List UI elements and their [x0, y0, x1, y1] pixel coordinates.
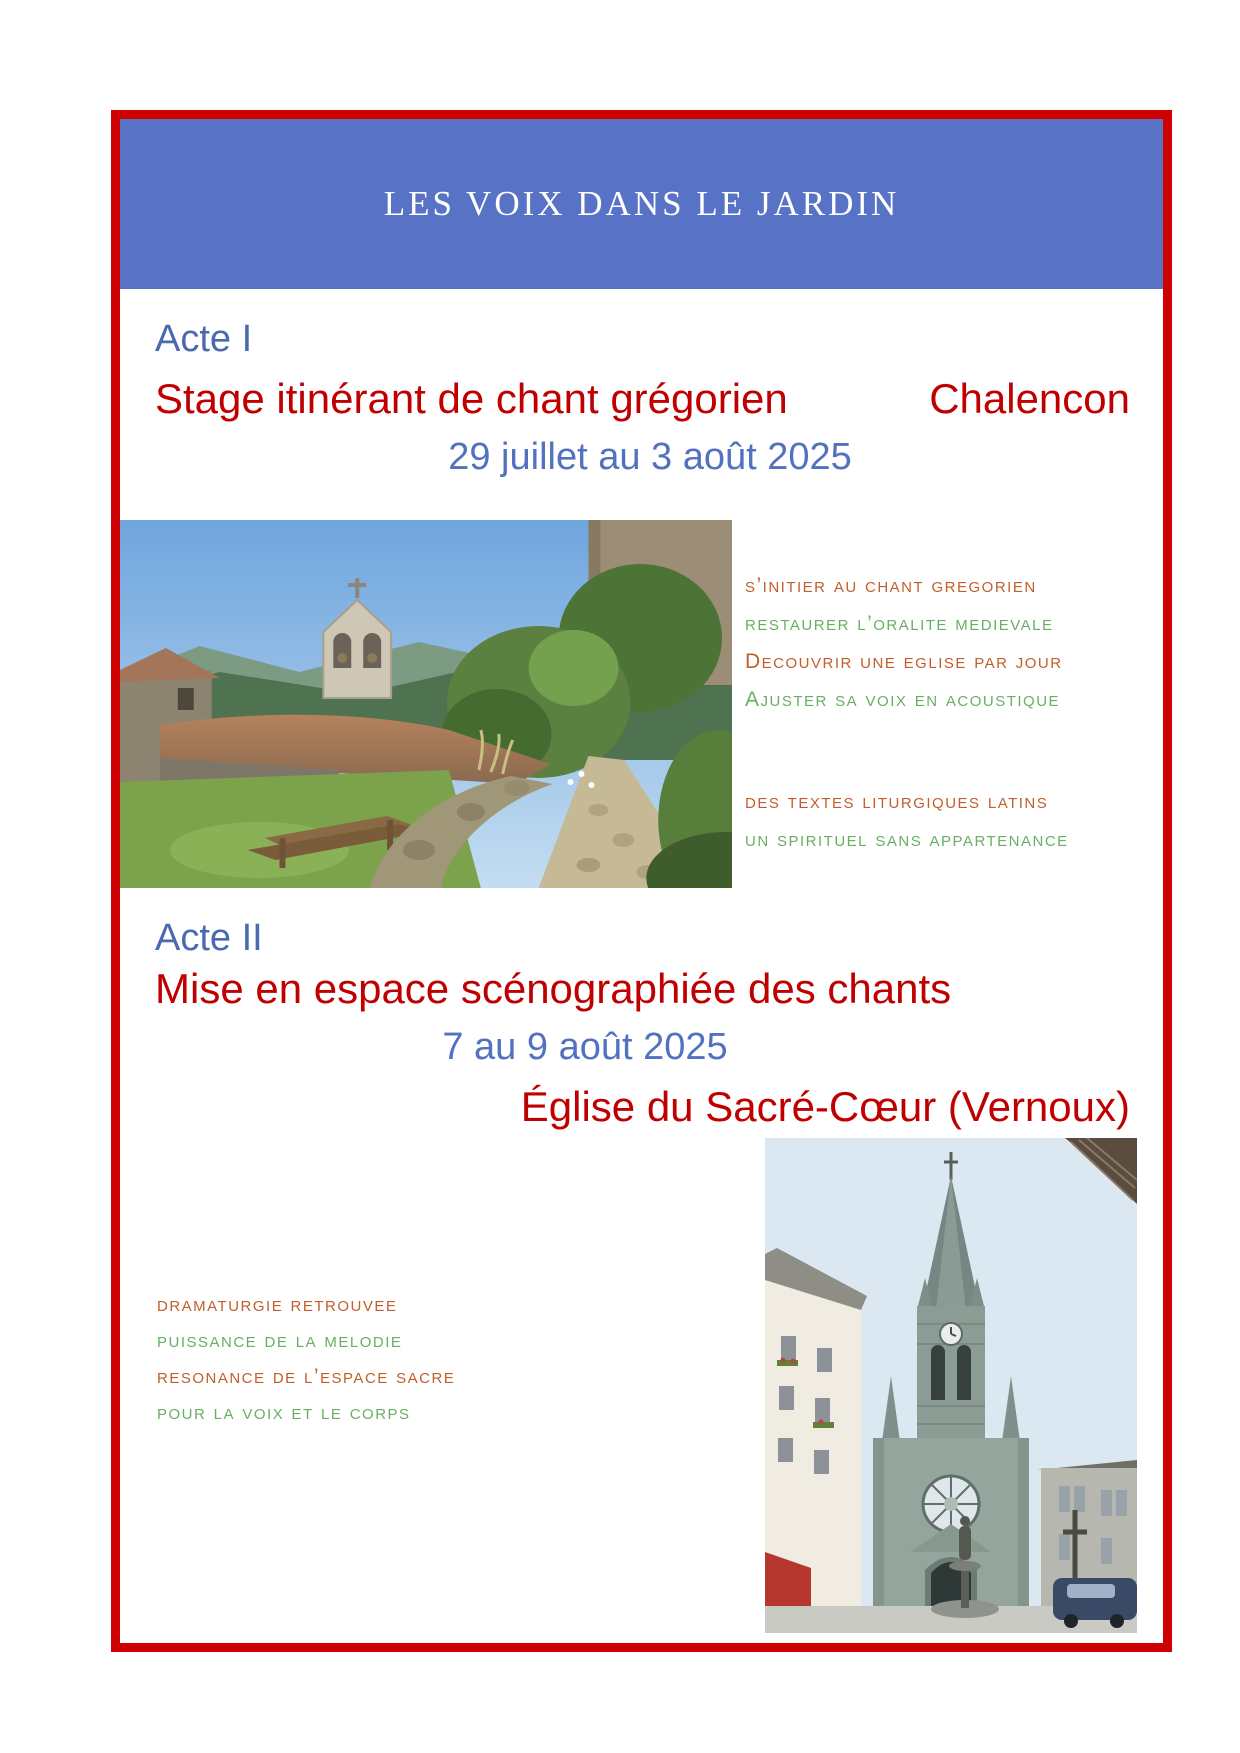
- workshop-note: des textes liturgiques latins: [745, 790, 1049, 813]
- performance-point: resonance de l’espace sacre: [157, 1365, 456, 1388]
- acte2-points: [157, 1287, 455, 1431]
- acte2-heading: Acte II: [155, 917, 263, 959]
- acte1-dates: 29 juillet au 3 août 2025: [448, 436, 852, 478]
- performance-point: dramaturgie retrouvee: [157, 1293, 398, 1316]
- acte1-headline-row: [155, 375, 1130, 423]
- acte1-notes: [745, 783, 1069, 859]
- workshop-note: un spirituel sans appartenance: [745, 828, 1069, 851]
- acte1-points: [745, 567, 1063, 719]
- red-border-frame: [111, 110, 1172, 1652]
- workshop-point: s’initier au chant gregorien: [745, 574, 1037, 597]
- performance-point: pour la voix et le corps: [157, 1401, 411, 1424]
- acte1-location: Chalencon: [929, 375, 1130, 422]
- title-banner: [120, 119, 1163, 289]
- acte1-heading: Acte I: [155, 318, 253, 360]
- village-photo: [120, 520, 732, 888]
- performance-point: puissance de la melodie: [157, 1329, 403, 1352]
- village-photo-graphic: [120, 520, 732, 888]
- church-photo-graphic: [765, 1138, 1137, 1633]
- acte2-headline: Mise en espace scénographiée des chants: [155, 965, 952, 1012]
- acte2-venue: Église du Sacré-Cœur (Vernoux): [520, 1083, 1130, 1130]
- workshop-point: Ajuster sa voix en acoustique: [745, 688, 1061, 711]
- church-photo: [765, 1138, 1137, 1633]
- page-title: LES VOIX DANS LE JARDIN: [383, 184, 900, 223]
- acte1-headline: Stage itinérant de chant grégorien: [155, 375, 788, 422]
- workshop-point: restaurer l’oralite medievale: [745, 612, 1054, 635]
- workshop-point: Decouvrir une eglise par jour: [745, 650, 1063, 673]
- acte2-dates: 7 au 9 août 2025: [442, 1026, 728, 1068]
